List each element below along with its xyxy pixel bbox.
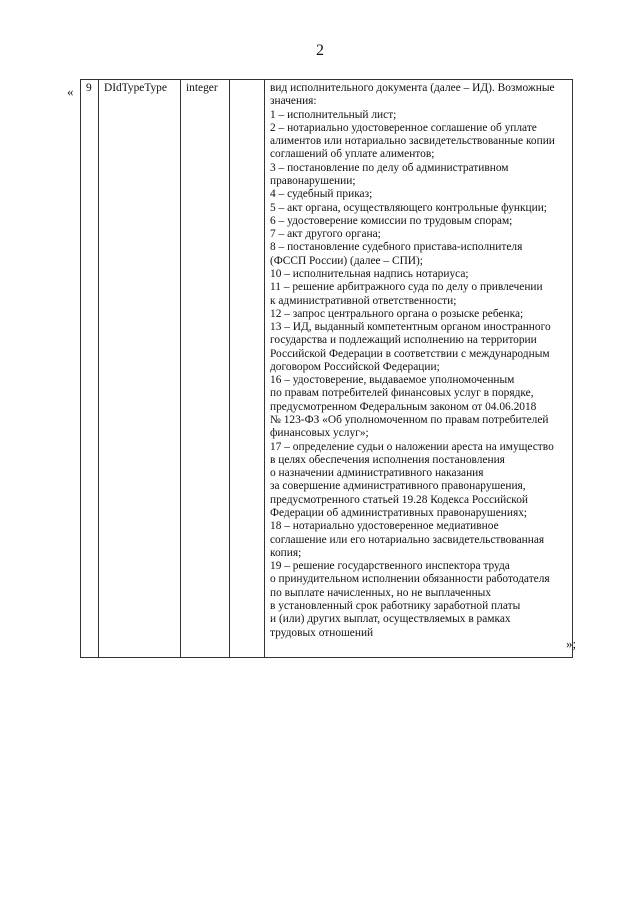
description-line: (ФССП России) (далее – СПИ); — [270, 254, 423, 267]
description-cell — [265, 80, 573, 658]
description-line: 6 – удостоверение комиссии по трудовым спорам; — [270, 214, 513, 227]
description-line: 7 – акт другого органа; — [270, 228, 381, 241]
description-line: к административной ответственности; — [270, 294, 457, 307]
description-line: 4 – судебный приказ; — [270, 188, 373, 201]
description-line: соглашений об уплате алиментов; — [270, 148, 435, 161]
description-line: 10 – исполнительная надпись нотариуса; — [270, 267, 469, 280]
table-row — [81, 80, 573, 658]
field-name-cell: DIdTypeType — [99, 80, 181, 658]
description-line: финансовых услуг»; — [270, 427, 369, 440]
description-line: Федерации об административных правонарушениях; — [270, 507, 528, 519]
description-line: 19 – решение государственного инспектора труда — [270, 560, 510, 573]
description-line: 18 – нотариально удостоверенное медиативное — [270, 520, 499, 533]
description-line: 1 – исполнительный лист; — [270, 108, 397, 121]
description-line: по правам потребителей финансовых услуг в порядке, — [270, 387, 534, 400]
description-line: о принудительном исполнении обязанности работодателя — [270, 573, 550, 586]
description-line: предусмотренного статьей 19.28 Кодекса Российской — [270, 493, 528, 506]
fields-table — [80, 79, 573, 658]
description-line: трудовых отношений — [270, 626, 374, 639]
description-line: 5 – акт органа, осуществляющего контрольные функции; — [270, 201, 547, 214]
description-line: вид исполнительного документа (далее – ИД). Возможные — [270, 82, 555, 94]
description-line: 17 – определение судьи о наложении ареста на имущество — [270, 440, 554, 453]
description-line: и (или) других выплат, осуществляемых в рамках — [270, 613, 511, 626]
description-line: 11 – решение арбитражного суда по делу о привлечении — [270, 281, 543, 294]
description-line: правонарушении; — [270, 174, 356, 187]
description-line: по выплате начисленных, но не выплаченных — [270, 586, 492, 599]
empty-cell — [230, 80, 265, 658]
description-line: в установленный срок работнику заработной платы — [270, 599, 521, 612]
closing-quote-mark: »; — [566, 636, 577, 651]
description-line: соглашение или его нотариально засвидетельствованная — [270, 533, 545, 546]
description-line: Российской Федерации в соответствии с международным — [270, 347, 550, 360]
field-type-cell: integer — [181, 80, 230, 658]
page-number: 2 — [316, 42, 324, 59]
opening-quote-mark: « — [67, 84, 74, 99]
description-line: значения: — [270, 95, 317, 108]
description-line: договором Российской Федерации; — [270, 360, 440, 373]
description-line: алиментов или нотариально засвидетельствованные копии — [270, 135, 555, 148]
description-line: за совершение административного правонарушения, — [270, 480, 526, 493]
description-line: 12 – запрос центрального органа о розыске ребенка; — [270, 307, 524, 320]
description-line: о назначении административного наказания — [270, 467, 484, 480]
description-line: копия; — [270, 546, 302, 559]
description-line: № 123-ФЗ «Об уполномоченном по правам потребителей — [270, 414, 549, 427]
description-line: государства и подлежащий исполнению на территории — [270, 334, 537, 347]
description-line: 2 – нотариально удостоверенное соглашение об уплате — [270, 121, 537, 134]
description-line: 16 – удостоверение, выдаваемое уполномоченным — [270, 374, 515, 387]
description-line: предусмотренном Федеральным законом от 04.06.2018 — [270, 400, 537, 413]
description-line: в целях обеспечения исполнения постановления — [270, 453, 505, 466]
description-text — [270, 82, 567, 640]
description-line: 13 – ИД, выданный компетентным органом иностранного — [270, 321, 551, 334]
description-line: 3 – постановление по делу об административном — [270, 161, 509, 174]
description-line: 8 – постановление судебного пристава-исполнителя — [270, 241, 523, 254]
row-number-cell: 9 — [81, 80, 99, 658]
